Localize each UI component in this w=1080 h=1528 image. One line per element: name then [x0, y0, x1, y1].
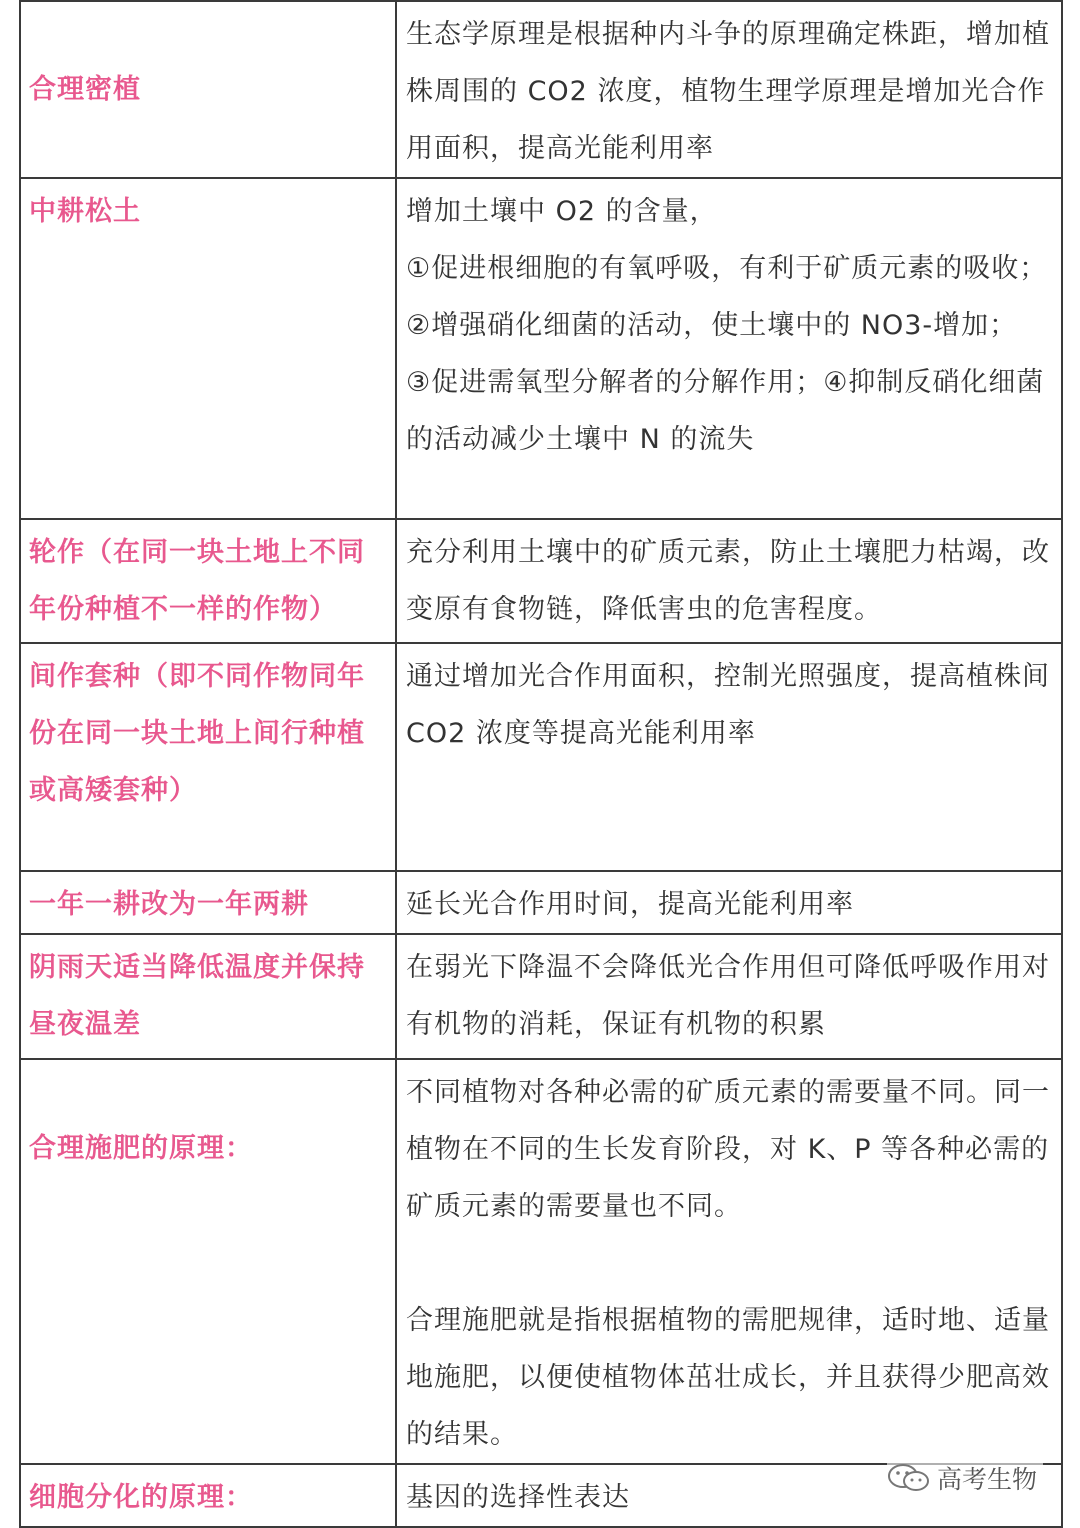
- table-row: [20, 871, 1062, 934]
- explanation-text: 延长光合作用时间，提高光能利用率: [406, 889, 854, 920]
- explanation-cell: [396, 519, 1062, 643]
- table-row: [20, 934, 1062, 1059]
- content-table-wrapper: [19, 0, 1061, 1528]
- term-cell: 一年一耕改为一年两耕: [20, 871, 396, 934]
- explanation-text: 生态学原理是根据种内斗争的原理确定株距，增加植株周围的 CO2 浓度，植物生理学原理是增加光合作用面积，提高光能利用率: [406, 19, 1050, 164]
- explanation-text: ③促进需氧型分解者的分解作用；④抑制反硝化细菌的活动减少土壤中 N 的流失: [406, 367, 1045, 455]
- term-cell: [20, 1059, 396, 1464]
- watermark-text: 高考生物: [937, 1465, 1038, 1494]
- term-cell: 间作套种（即不同作物同年份在同一块土地上间行种植或高矮套种）: [20, 643, 396, 871]
- explanation-cell: [396, 934, 1062, 1059]
- spacer: [406, 1235, 1057, 1292]
- term-cell: 合理密植: [20, 1, 396, 178]
- explanation-text: 不同植物对各种必需的矿质元素的需要量不同。同一植物在不同的生长发育阶段，对 K、P 等各种必需的矿质元素的需要量也不同。: [406, 1077, 1050, 1222]
- explanation-text: 在弱光下降温不会降低光合作用但可降低呼吸作用对有机物的消耗，保证有机物的积累: [406, 952, 1050, 1040]
- explanation-text: 通过增加光合作用面积，控制光照强度，提高植株间 CO2 浓度等提高光能利用率: [406, 661, 1050, 749]
- explanation-cell: [396, 178, 1062, 519]
- explanation-text: 充分利用土壤中的矿质元素，防止土壤肥力枯竭，改变原有食物链，降低害虫的危害程度。: [406, 537, 1050, 625]
- term-cell: 阴雨天适当降低温度并保持昼夜温差: [20, 934, 396, 1059]
- agriculture-principles-table: [19, 0, 1063, 1528]
- watermark: [887, 1458, 1043, 1498]
- explanation-text: 合理施肥就是指根据植物的需肥规律，适时地、适量地施肥，以便使植物体茁壮成长，并且获得少肥高效的结果。: [406, 1305, 1050, 1450]
- explanation-cell: [396, 1, 1062, 178]
- table-row: [20, 178, 1062, 519]
- explanation-cell: [396, 643, 1062, 871]
- explanation-text: ①促进根细胞的有氧呼吸，有利于矿质元素的吸收；: [406, 253, 1048, 284]
- explanation-text: 增加土壤中 O2 的含量，: [406, 196, 718, 227]
- term-cell: 细胞分化的原理：: [20, 1464, 396, 1527]
- wechat-icon: [887, 1463, 931, 1493]
- explanation-cell: [396, 871, 1062, 934]
- explanation-text: 基因的选择性表达: [406, 1482, 630, 1513]
- table-row: [20, 519, 1062, 643]
- table-row: [20, 1059, 1062, 1464]
- explanation-cell: [396, 1059, 1062, 1464]
- term-text: 合理施肥的原理：: [29, 1133, 253, 1164]
- table-row: [20, 1, 1062, 178]
- term-cell: 轮作（在同一块土地上不同年份种植不一样的作物）: [20, 519, 396, 643]
- explanation-text: ②增强硝化细菌的活动，使土壤中的 NO3-增加；: [406, 310, 1018, 341]
- table-row: [20, 643, 1062, 871]
- term-cell: 中耕松土: [20, 178, 396, 519]
